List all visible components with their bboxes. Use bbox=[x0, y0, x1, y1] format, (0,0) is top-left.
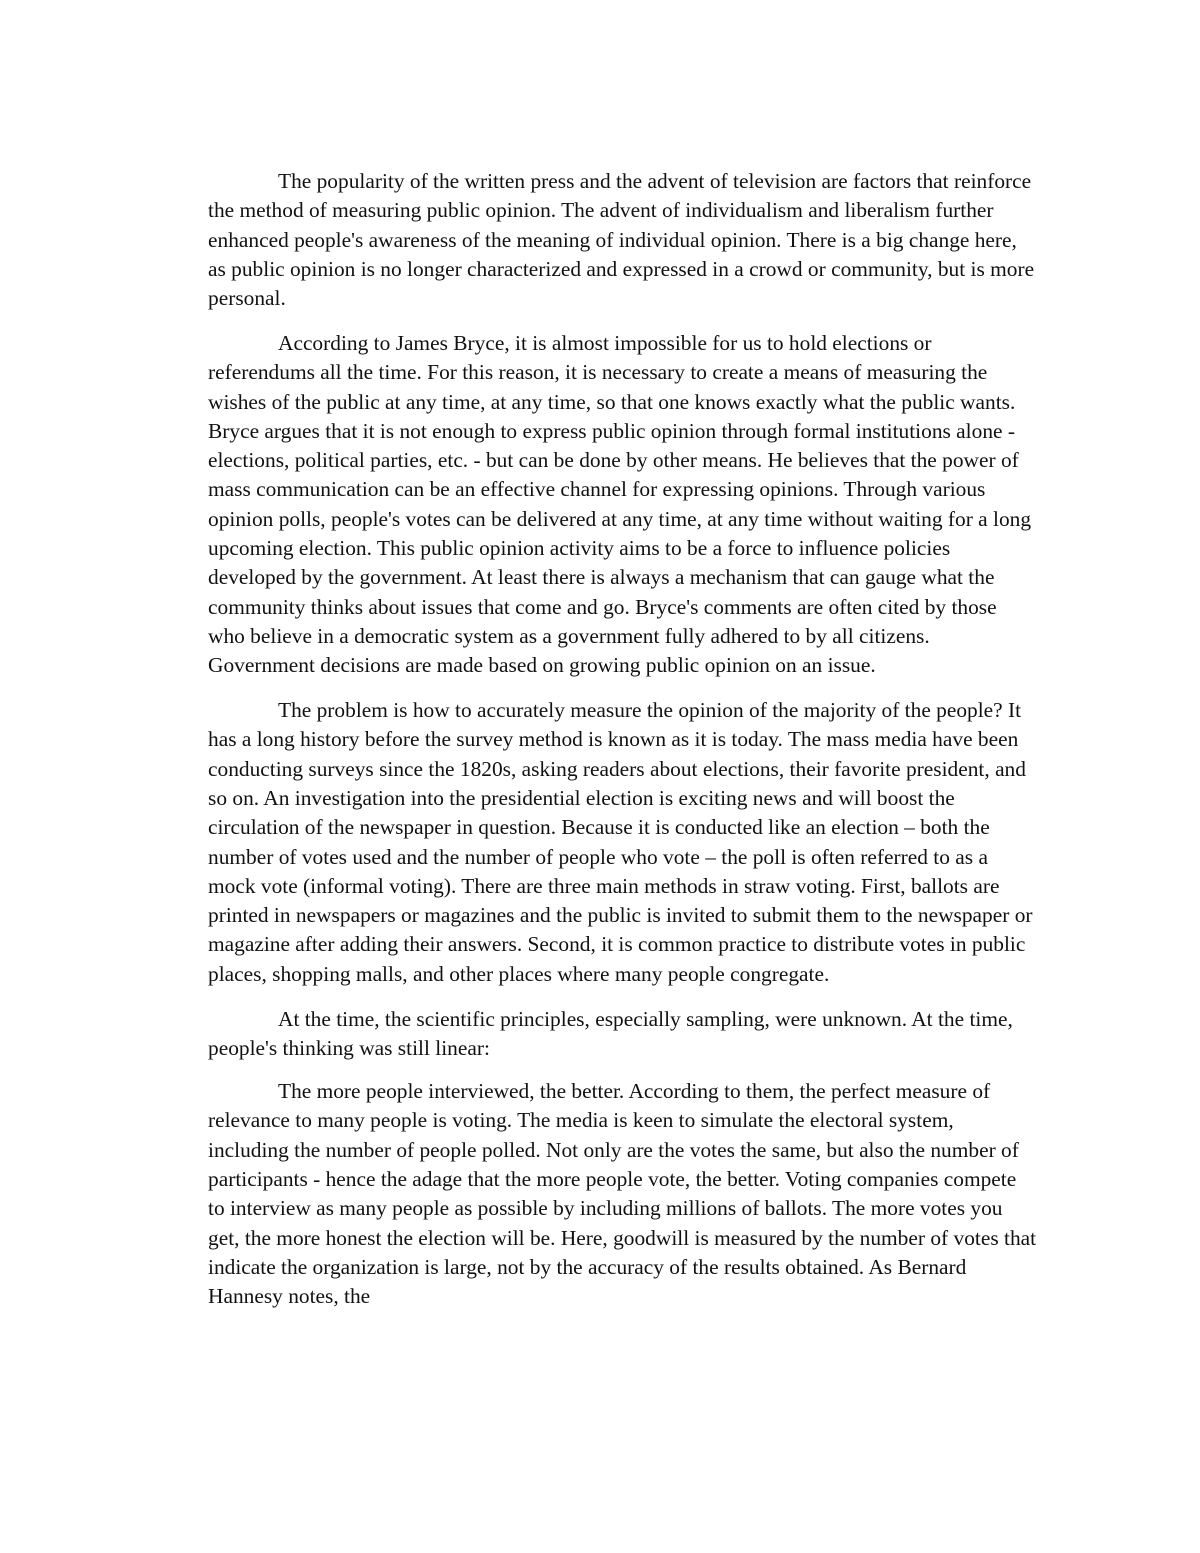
body-text bbox=[208, 167, 1038, 1327]
paragraph-2: According to James Bryce, it is almost impossible for us to hold elections or referendums all the time. For this reason, it is necessary to create a means of measuring the wishes of the public at any time, at any time, so that one knows exactly what the public wants. Bryce argues that it is not enough to express public opinion through formal institutions alone - elections, political parties, etc. - but can be done by other means. He believes that the power of mass communication can be an effective channel for expressing opinions. Through various opinion polls, people's votes can be delivered at any time, at any time without waiting for a long upcoming election. This public opinion activity aims to be a force to influence policies developed by the government. At least there is always a mechanism that can gauge what the community thinks about issues that come and go. Bryce's comments are often cited by those who believe in a democratic system as a government fully adhered to by all citizens. Government decisions are made based on growing public opinion on an issue. bbox=[208, 330, 1032, 678]
paragraph-1: The popularity of the written press and the advent of television are factors that reinforce the method of measuring public opinion. The advent of individualism and liberalism further enhanced people's awareness of the meaning of individual opinion. There is a big change here, as public opinion is no longer characterized and expressed in a crowd or community, but is more personal. bbox=[208, 169, 1035, 311]
paragraph-4: At the time, the scientific principles, especially sampling, were unknown. At the time, people's thinking was still linear: bbox=[208, 1006, 1013, 1060]
paragraph-3: The problem is how to accurately measure the opinion of the majority of the people? It has a long history before the survey method is known as it is today. The mass media have been conducting surveys since the 1820s, asking readers about elections, their favorite president, and so on. An investigation into the presidential election is exciting news and will boost the circulation of the newspaper in question. Because it is conducted like an election – both the number of votes used and the number of people who vote – the poll is often referred to as a mock vote (informal voting). There are three main methods in straw voting. First, ballots are printed in newspapers or magazines and the public is invited to submit them to the newspaper or magazine after adding their answers. Second, it is common practice to distribute votes in public places, shopping malls, and other places where many people congregate. bbox=[208, 698, 1033, 986]
paragraph-5: The more people interviewed, the better. According to them, the perfect measure of relevance to many people is voting. The media is keen to simulate the electoral system, including the number of people polled. Not only are the votes the same, but also the number of participants - hence the adage that the more people vote, the better. Voting companies compete to interview as many people as possible by including millions of ballots. The more votes you get, the more honest the election will be. Here, goodwill is measured by the number of votes that indicate the organization is large, not by the accuracy of the results obtained. As Bernard Hannesy notes, the bbox=[208, 1079, 1037, 1309]
